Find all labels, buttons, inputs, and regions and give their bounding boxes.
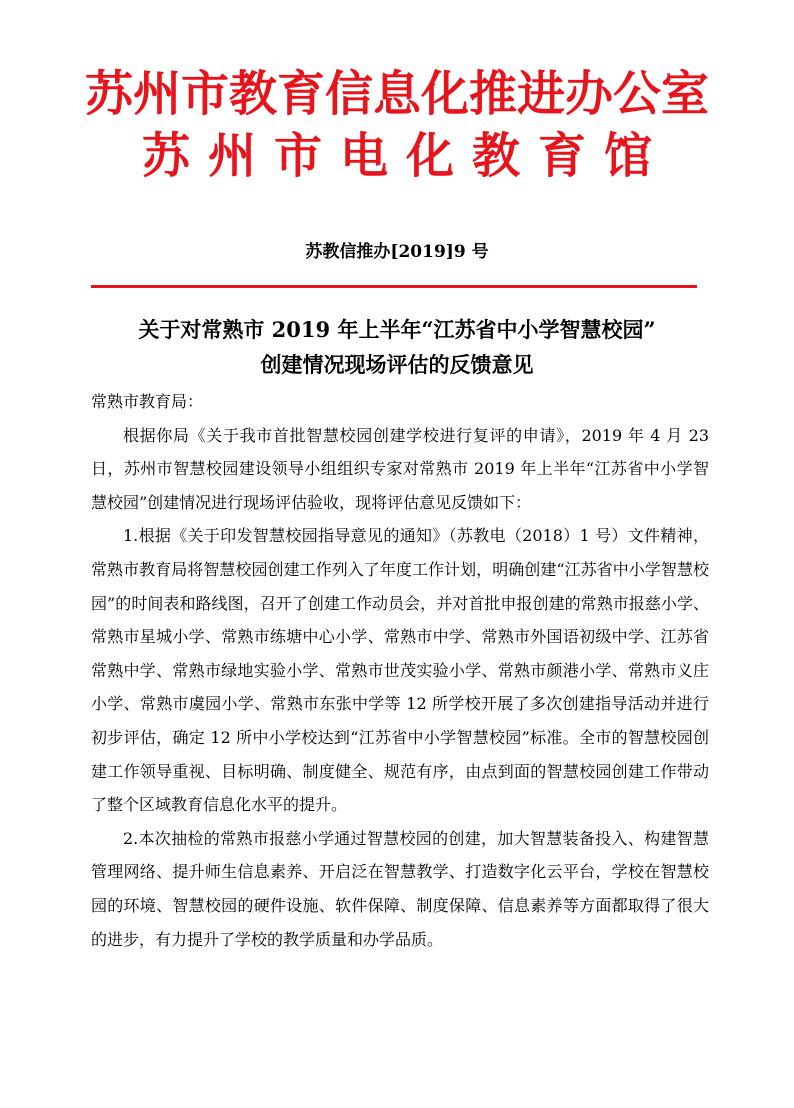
- body-paragraph-point-2: 2.本次抽检的常熟市报慈小学通过智慧校园的创建，加大智慧装备投入、构建智慧管理网络、提升师生信息素养、开启泛在智慧教学、打造数字化云平台，学校在智慧校园的环境、智慧校园的硬件设施、软件保障、制度保障、信息素养等方面都取得了很大的进步，有力提升了学校的教学质量和办学品质。: [91, 828, 709, 949]
- body-paragraph-point-1: 1.根据《关于印发智慧校园指导意见的通知》（苏教电（2018）1 号）文件精神，常熟市教育局将智慧校园创建工作列入了年度工作计划，明确创建“江苏省中小学智慧校园”的时间表和路线图，召开了创建工作动员会，并对首批申报创建的常熟市报慈小学、常熟市星城小学、常熟市练塘中心小学、常熟市中学、常熟市外国语初级中学、江苏省常熟中学、常熟市绿地实验小学、常熟市世茂实验小学、常熟市颜港小学、常熟市义庄小学、常熟市虞园小学、常熟市东张中学等 12 所学校开展了多次创建指导活动并进行初步评估，确定 12 所中小学校达到“江苏省中小学智慧校园”标准。全市的智慧校园创建工作领导重视、目标明确、制度健全、规范有序，由点到面的智慧校园创建工作带动了整个区域教育信息化水平的提升。: [91, 526, 709, 815]
- issuer-name-line-2: 苏州市电化教育馆: [141, 128, 670, 184]
- salutation: 常熟市教育局：: [91, 392, 204, 411]
- document-number: 苏教信推办[2019]9 号: [305, 242, 489, 262]
- red-header-rule: [91, 285, 697, 288]
- issuer-name-line-1: 苏州市教育信息化推进办公室: [84, 66, 709, 122]
- document-body: [91, 385, 709, 956]
- document-title-line-1: 关于对常熟市 2019 年上半年“江苏省中小学智慧校园”: [138, 317, 656, 342]
- body-paragraph-intro: 根据你局《关于我市首批智慧校园创建学校进行复评的申请》，2019 年 4 月 23 日，苏州市智慧校园建设领导小组组织专家对常熟市 2019 年上半年“江苏省中小学智慧校园”创建情况进行现场评估验收，现将评估意见反馈如下：: [91, 425, 709, 512]
- document-title-line-2: 创建情况现场评估的反馈意见: [260, 352, 534, 377]
